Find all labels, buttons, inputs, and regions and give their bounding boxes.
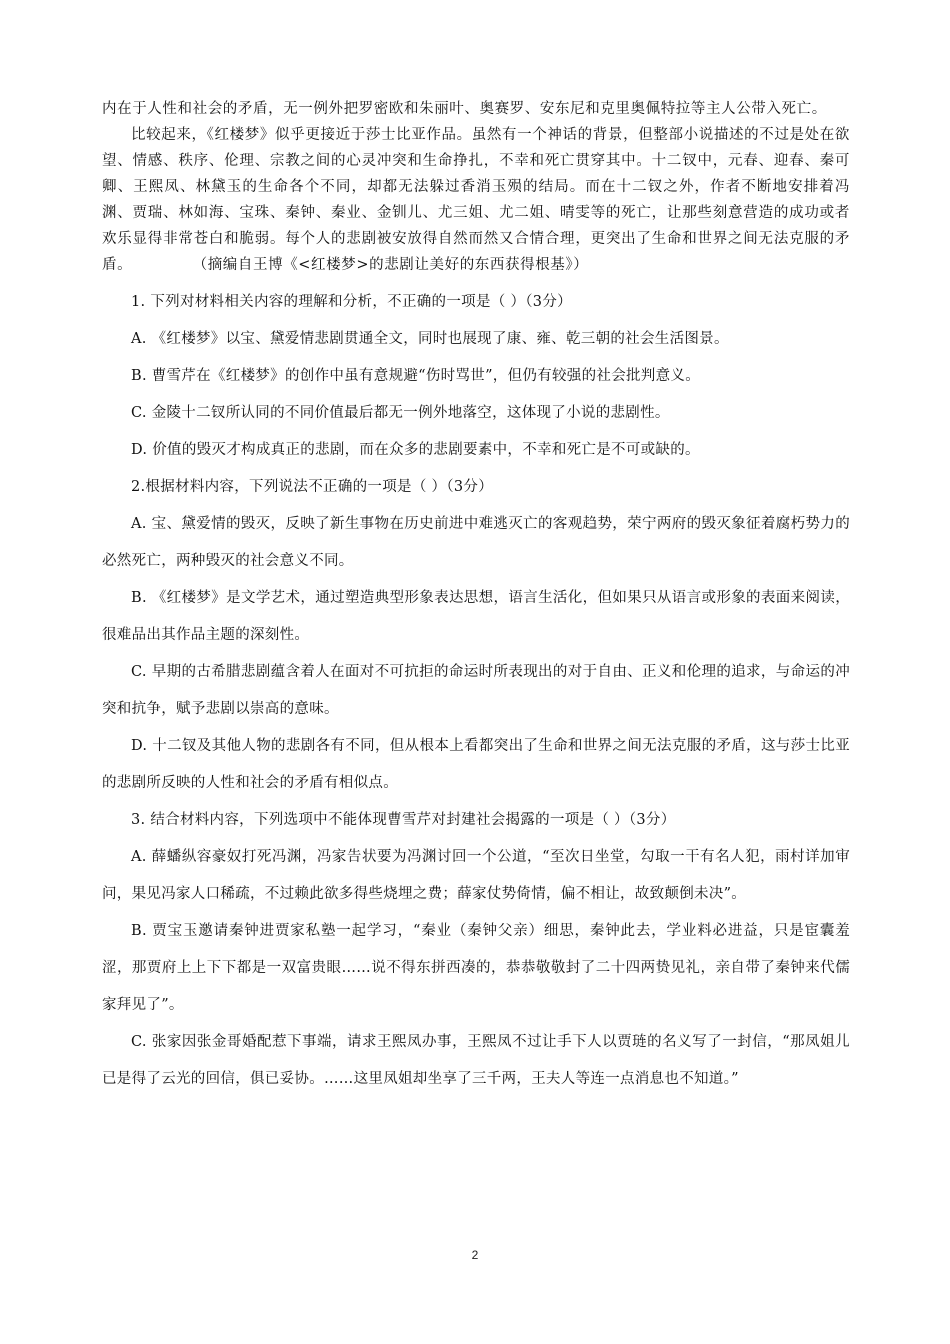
passage-paragraph-1: 内在于人性和社会的矛盾，无一例外把罗密欧和朱丽叶、奥赛罗、安东尼和克里奥佩特拉等主人公带入死亡。 (102, 101, 827, 117)
question-1-option-a: A. 《红楼梦》以宝、黛爱情悲剧贯通全文，同时也展现了康、雍、乾三朝的社会生活图景。 (131, 331, 729, 347)
question-1-option-c: C. 金陵十二钗所认同的不同价值最后都无一例外地落空，这体现了小说的悲剧性。 (131, 405, 670, 421)
page-number: 2 (471, 1248, 479, 1262)
question-3-option-a: A. 薛蟠纵容豪奴打死冯渊，冯家告状要为冯渊讨回一个公道，“至次日坐堂，勾取一干有名人犯，雨村详加审问，果见冯家人口稀疏，不过赖此欲多得些烧埋之费；薛家仗势倚情，偏不相让，故致颠倒未决”。 (102, 849, 850, 902)
document-page (102, 96, 850, 1098)
question-1 (102, 284, 850, 469)
question-3-option-b: B. 贾宝玉邀请秦钟进贾家私塾一起学习，“秦业（秦钟父亲）细思，秦钟此去，学业料必进益，只是宦囊羞涩，那贾府上上下下都是一双富贵眼……说不得东拼西凑的，恭恭敬敬封了二十四两贽见礼，亲自带了秦钟来代儒家拜见了”。 (102, 923, 850, 1013)
question-1-option-b: B. 曹雪芹在《红楼梦》的创作中虽有意规避“伤时骂世”，但仍有较强的社会批判意义。 (131, 368, 700, 384)
question-2-option-b: B. 《红楼梦》是文学艺术，通过塑造典型形象表达思想，语言生活化，但如果只从语言或形象的表面来阅读，很难品出其作品主题的深刻性。 (102, 590, 850, 643)
question-1-stem: 1. 下列对材料相关内容的理解和分析，不正确的一项是（ ）（3分） (131, 294, 572, 310)
passage-paragraph-2 (102, 122, 850, 278)
passage-source: （摘编自王博《<红楼梦>的悲剧让美好的东西获得根基》） (192, 257, 589, 273)
question-3-option-c: C. 张家因张金哥婚配惹下事端，请求王熙凤办事，王熙凤不过让手下人以贾琏的名义写了一封信，“那凤姐儿已是得了云光的回信，俱已妥协。……这里凤姐却坐享了三千两，王夫人等连一点消息也不知道。” (102, 1034, 850, 1087)
question-3-stem: 3. 结合材料内容，下列选项中不能体现曹雪芹对封建社会揭露的一项是（ ）（3分） (131, 812, 676, 828)
question-2-option-d: D. 十二钗及其他人物的悲剧各有不同，但从根本上看都突出了生命和世界之间无法克服的矛盾，这与莎士比亚的悲剧所反映的人性和社会的矛盾有相似点。 (102, 738, 850, 791)
question-2-stem: 2.根据材料内容，下列说法不正确的一项是（ ）（3分） (131, 479, 494, 495)
question-2-option-a: A. 宝、黛爱情的毁灭，反映了新生事物在历史前进中难逃灭亡的客观趋势，荣宁两府的毁灭象征着腐朽势力的必然死亡，两种毁灭的社会意义不同。 (102, 516, 850, 569)
question-1-option-d: D. 价值的毁灭才构成真正的悲剧，而在众多的悲剧要素中，不幸和死亡是不可或缺的。 (131, 442, 700, 458)
question-2-option-c: C. 早期的古希腊悲剧蕴含着人在面对不可抗拒的命运时所表现出的对于自由、正义和伦理的追求，与命运的冲突和抗争，赋予悲剧以崇高的意味。 (102, 664, 850, 717)
passage-paragraph-2-text: 比较起来，《红楼梦》似乎更接近于莎士比亚作品。虽然有一个神话的背景，但整部小说描述的不过是处在欲望、情感、秩序、伦理、宗教之间的心灵冲突和生命挣扎，不幸和死亡贯穿其中。十二钗中，元春、迎春、秦可卿、王熙凤、林黛玉的生命各个不同，却都无法躲过香消玉殒的结局。而在十二钗之外，作者不断地安排着冯渊、贾瑞、林如海、宝珠、秦钟、秦业、金钏儿、尤三姐、尤二姐、晴雯等的死亡，让那些刻意营造的成功或者欢乐显得非常苍白和脆弱。每个人的悲剧被安放得自然而然又合情合理，更突出了生命和世界之间无法克服的矛盾。 (102, 127, 850, 273)
question-3 (102, 802, 850, 1098)
question-2 (102, 469, 850, 802)
